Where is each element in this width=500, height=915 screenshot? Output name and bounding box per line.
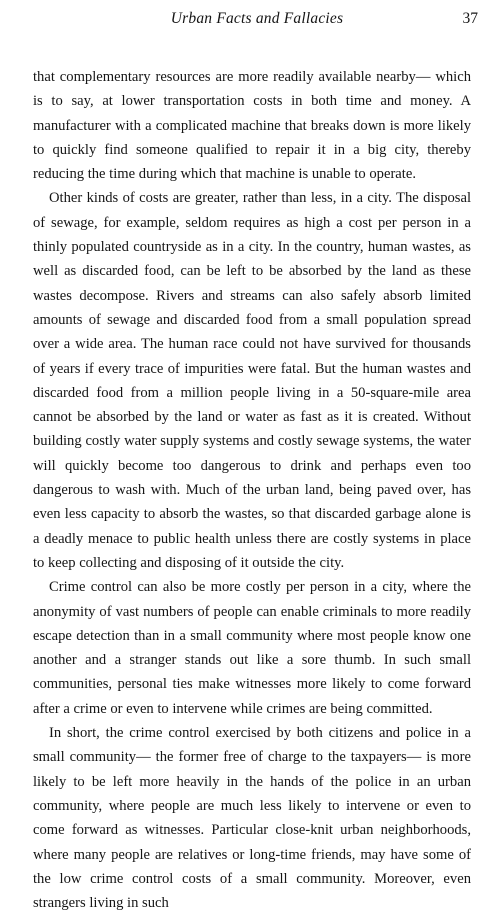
page-number: 37 bbox=[462, 10, 478, 27]
paragraph: In short, the crime control exercised by both citizens and police in a small community— the former free of charge to the taxpayers— is more likely to be left more heavily in the hands of the police in an urban community, where people are much less likely to intervene or even to come forward as witnesses. Particular close-knit urban neighborhoods, where many people are relatives or long-time friends, may have some of the low crime control costs of a small community. Moreover, even strangers living in such bbox=[33, 725, 471, 912]
running-head bbox=[36, 10, 478, 32]
paragraph: Crime control can also be more costly per person in a city, where the anonymity of vast numbers of people can enable criminals to more readily escape detection than in a small community where most people know one another and a stranger stands out like a sore thumb. In such small communities, personal ties make witnesses more likely to come forward after a crime or even to intervene while crimes are being committed. bbox=[33, 579, 471, 717]
body-text bbox=[33, 65, 471, 915]
running-title: Urban Facts and Fallacies bbox=[170, 10, 344, 27]
paragraph: Other kinds of costs are greater, rather than less, in a city. The disposal of sewage, for example, seldom requires as high a cost per person in a thinly populated countryside as in a city. In the country, human wastes, as well as discarded food, can be left to be absorbed by the land as these wastes decompose. Rivers and streams can also safely absorb limited amounts of sewage and discarded food from a small population spread over a wide area. The human race could not have survived for thousands of years if every trace of impurities were fatal. But the human wastes and discarded food from a million people living in a 50-square-mile area cannot be absorbed by the land or water as fast as it is created. Without building costly water supply systems and costly sewage systems, the water will quickly become too dangerous to drink and perhaps even too dangerous to wash with. Much of the urban land, being paved over, has even less capacity to absorb the wastes, so that discarded garbage alone is a deadly menace to public health unless there are costly systems in place to keep collecting and disposing of it outside the city. bbox=[33, 190, 471, 571]
paragraph: that complementary resources are more readily available nearby— which is to say, at lower transportation costs in both time and money. A manufacturer with a complicated machine that breaks down is more likely to quickly find someone qualified to repair it in a big city, thereby reducing the time during which that machine is unable to operate. bbox=[33, 69, 471, 183]
